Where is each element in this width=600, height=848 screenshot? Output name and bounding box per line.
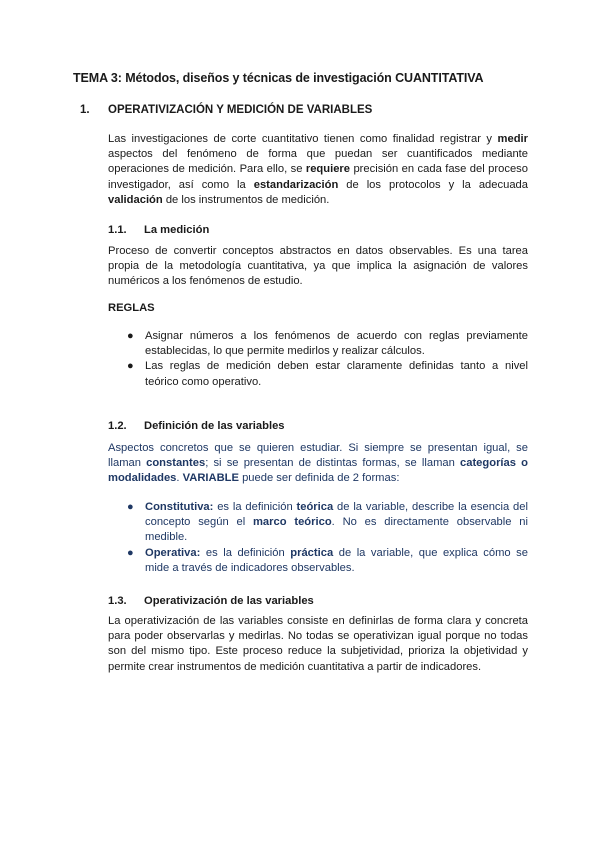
section-1-3-title: Operativización de las variables	[144, 595, 314, 607]
intro-text: de los protocolos y la adecuada	[338, 178, 528, 191]
bullet-icon: ●	[127, 360, 134, 373]
section-1-1-heading	[108, 224, 209, 236]
section-1-3-text: La operativización de las variables consiste en definirlas de forma clara y concreta para poder observarlas y medirlas. No todas se operativizan igual porque no todas son del mismo tipo. Este proceso reduce la subjetividad, prioriza la objetividad y permite crear instrumentos de medición cuantitativa a partir de indicadores.	[108, 615, 528, 673]
section-1-2-heading	[108, 420, 285, 432]
variables-text: Aspectos concretos que se quieren estudiar. Si siempre se presentan igual, se llaman	[108, 442, 528, 470]
section-1-2-text	[108, 441, 528, 487]
reglas-heading: REGLAS	[108, 302, 155, 314]
section-1-heading	[80, 104, 372, 116]
variables-text: puede ser definida de 2 formas:	[238, 472, 400, 485]
bullet-icon: ●	[127, 501, 134, 513]
document-title: TEMA 3: Métodos, diseños y técnicas de investigación CUANTITATIVA	[73, 71, 484, 85]
definition-term: Operativa:	[145, 546, 201, 559]
section-1-2-number: 1.2.	[108, 420, 127, 432]
list-item-text: Las reglas de medición deben estar claramente definidas tanto a nivel teórico como operativo.	[145, 360, 528, 388]
list-item	[108, 359, 528, 389]
definition-bold: teórica	[296, 501, 334, 513]
section-1-1-number: 1.1.	[108, 224, 127, 236]
variables-bold: categorías o modalidades	[108, 457, 528, 485]
section-1-2-title: Definición de las variables	[144, 420, 285, 432]
definition-list	[108, 500, 528, 576]
intro-text: precisión en cada fase del proceso investigador, así como la	[108, 163, 528, 191]
section-1-1-text: Proceso de convertir conceptos abstractos en datos observables. Es una tarea propia de la metodología cuantitativa, ya que implica la asignación de valores numéricos a los fenómenos de estudio.	[108, 245, 528, 288]
variables-text: ; si se presentan de distintas formas, se llaman	[205, 457, 461, 470]
section-1-number: 1.	[80, 104, 90, 116]
list-item-text: Asignar números a los fenómenos de acuerdo con reglas previamente establecidas, lo que permite medirlos y realizar cálculos.	[145, 330, 528, 358]
list-item	[108, 546, 528, 576]
intro-bold: estandarización	[253, 178, 339, 191]
section-1-title: OPERATIVIZACIÓN Y MEDICIÓN DE VARIABLES	[108, 104, 373, 116]
definition-text: . No es directamente observable ni medible.	[145, 516, 528, 544]
definition-term: Constitutiva:	[145, 501, 214, 513]
definition-text: de la variable, que explica cómo se mide a través de indicadores observables.	[145, 546, 528, 574]
section-1-3-number: 1.3.	[108, 595, 127, 607]
intro-bold: requiere	[305, 163, 351, 176]
variables-bold: constantes	[146, 457, 206, 470]
bullet-icon: ●	[127, 546, 134, 559]
intro-bold: medir	[497, 133, 528, 145]
list-item	[108, 329, 528, 359]
list-item	[108, 500, 528, 546]
section-1-intro	[108, 132, 528, 208]
variables-text: .	[176, 472, 183, 485]
definition-text: es la definición	[213, 501, 297, 513]
intro-text: Las investigaciones de corte cuantitativo tienen como finalidad registrar y	[108, 133, 498, 145]
section-1-3-heading	[108, 595, 314, 607]
definition-text: de la variable, describe la esencia del concepto según el	[145, 501, 528, 529]
definition-text: es la definición	[200, 546, 291, 559]
intro-text: de los instrumentos de medición.	[162, 193, 330, 206]
intro-text: aspectos del fenómeno de forma que puedan ser cuantificados mediante operaciones de medición. Para ello, se	[108, 148, 528, 176]
reglas-list	[108, 329, 528, 390]
section-1-1-title: La medición	[144, 224, 210, 236]
bullet-icon: ●	[127, 330, 134, 342]
definition-bold: práctica	[290, 546, 334, 559]
definition-bold: marco teórico	[252, 516, 332, 529]
intro-bold: validación	[108, 193, 163, 206]
variables-bold: VARIABLE	[182, 472, 239, 485]
